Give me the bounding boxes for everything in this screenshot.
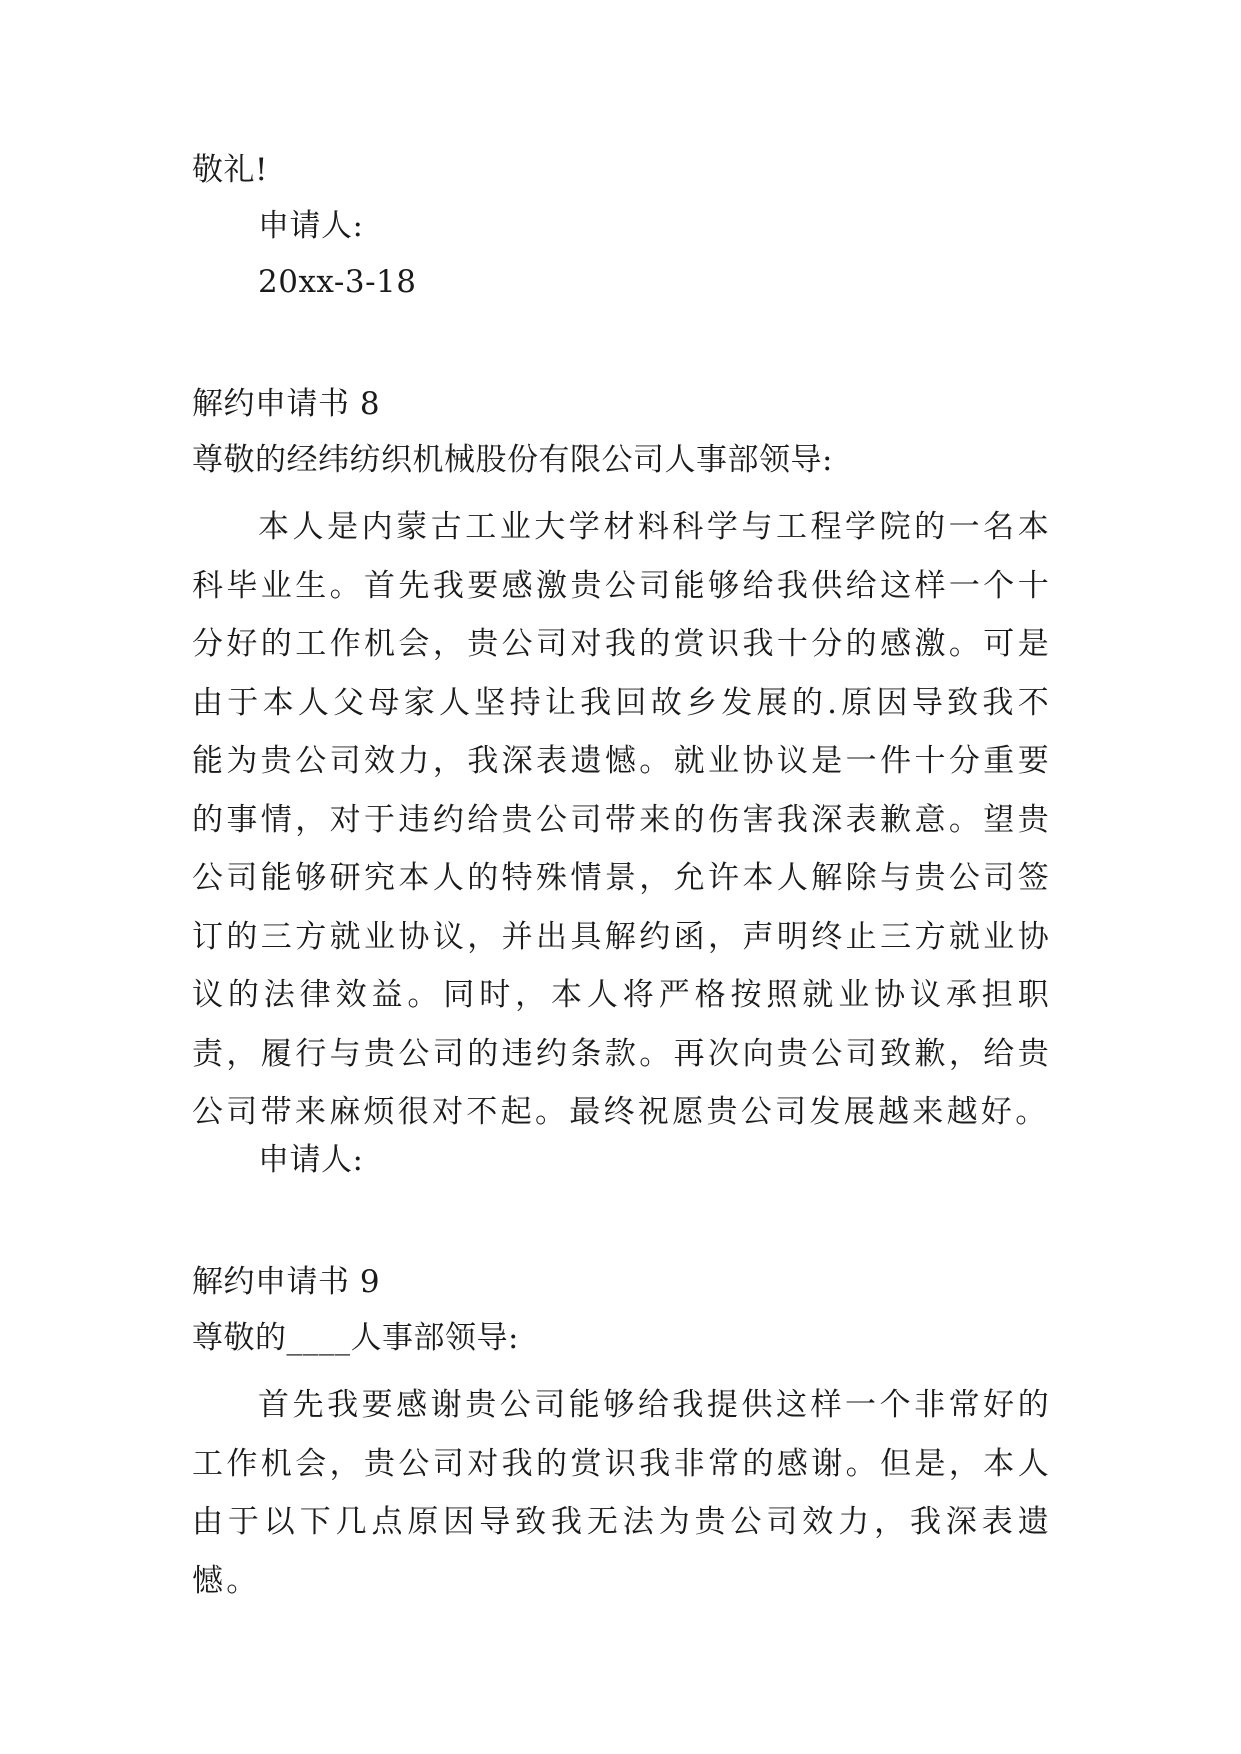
- closing-date: 20xx-3-18: [258, 264, 417, 300]
- section8-body: 本人是内蒙古工业大学材料科学与工程学院的一名本科毕业生。首先我要感激贵公司能够给我供给这样一个十分好的工作机会，贵公司对我的赏识我十分的感激。可是由于本人父母家人坚持让我回故乡发展的.原因导致我不能为贵公司效力，我深表遗憾。就业协议是一件十分重要的事情，对于违约给贵公司带来的伤害我深表歉意。望贵公司能够研究本人的特殊情景，允许本人解除与贵公司签订的三方就业协议，并出具解约函，声明终止三方就业协议的法律效益。同时，本人将严格按照就业协议承担职责，履行与贵公司的违约条款。再次向贵公司致歉，给贵公司带来麻烦很对不起。最终祝愿贵公司发展越来越好。: [192, 509, 1052, 1130]
- section9-body: 首先我要感谢贵公司能够给我提供这样一个非常好的工作机会，贵公司对我的赏识我非常的感谢。但是，本人由于以下几点原因导致我无法为贵公司效力，我深表遗憾。: [192, 1387, 1052, 1599]
- section9-title: 解约申请书 9: [192, 1264, 381, 1300]
- addressee-suffix: 人事部领导:: [350, 1320, 519, 1356]
- closing-salute: 敬礼!: [192, 152, 268, 188]
- addressee-prefix: 尊敬的: [192, 1320, 287, 1356]
- closing-signer-label: 申请人:: [258, 208, 364, 244]
- section8-signer-label: 申请人:: [258, 1142, 364, 1178]
- addressee-blank: ____: [286, 1320, 351, 1356]
- section8-addressee: 尊敬的经纬纺织机械股份有限公司人事部领导:: [192, 442, 833, 478]
- section8-title: 解约申请书 8: [192, 386, 381, 422]
- section9-addressee: [192, 1318, 519, 1358]
